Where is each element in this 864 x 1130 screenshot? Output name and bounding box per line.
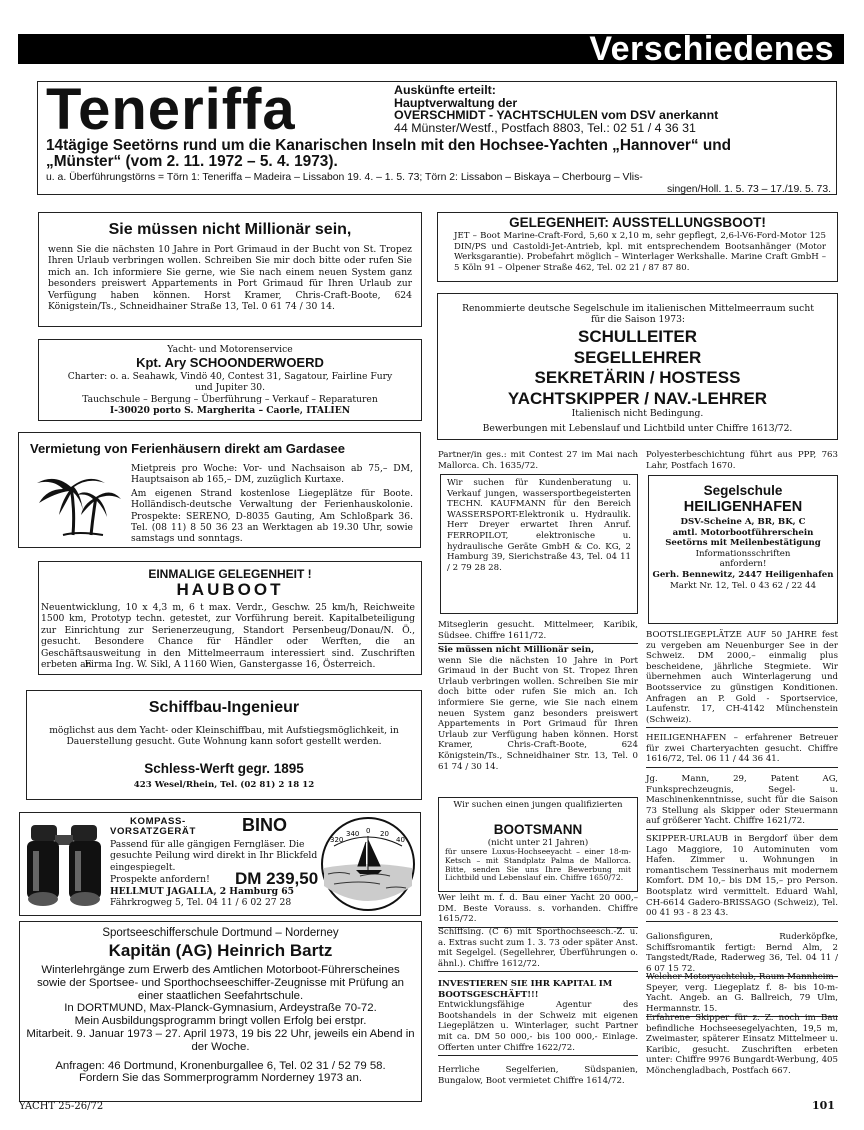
compass-tick: 340 (346, 830, 360, 838)
headline-line: 14tägige Seetörns rund um die Kanarischen Inseln mit den Hochsee-Yachten „Hannover“ und (46, 137, 732, 154)
heiligenhafen-line: Informationsschriften (695, 548, 791, 559)
schiffbau-address: 423 Wesel/Rhein, Tel. (02 81) 2 18 12 (133, 780, 315, 790)
headline-line: „Münster“ (vom 2. 11. 1972 – 5. 4. 1973). (46, 153, 338, 170)
bartz-ad (19, 921, 422, 1102)
ferropilot-body: Wir suchen für Kundenberatung u. Verkauf jungen, wassersportbegeisterten TECHN. KAUFMANN für den Bereich WASSERSPORT-Elektronik u. Hydraulik. Herr Dreyer erwartet Ihren Anruf. FERROPILOT, elektronische u. hydraulische Geräte GmbH & Co. KG, 2 Hamburg 39, Sierichstraße 43, Tel. 04 11 / 2 79 28 28. (447, 478, 631, 573)
segelschule-note: Italienisch nicht Bedingung. (571, 408, 704, 419)
info-line: Auskünfte erteilt: (394, 83, 496, 97)
gardasee-title: Vermietung von Ferienhäusern direkt am Gardasee (30, 441, 346, 456)
bino-price: DM 239,50 (235, 869, 319, 888)
segelschule-italien-ad (437, 293, 838, 440)
schoonderwoerd-line: Tauchschule – Bergung – Überführung – Verkauf – Reparaturen (82, 393, 378, 405)
job-title: YACHTSKIPPER / NAV.-LEHRER (507, 388, 768, 408)
invest-title: INVESTIEREN SIE IHR KAPITAL IM BOOTSGESCHÄFT!!! (438, 979, 613, 1000)
ausstellungsboot-body: JET – Boot Marine-Craft-Ford, 5,60 x 2,10 m, sehr gepflegt, 2,6-l-V6-Ford-Motor 125 DIN/PS und Castoldi-Jet-Antrieb, kpl. mit entsprechendem Bootsanhänger (Motor Werksgarantie). Probefahrt möglich – Winterlager Werkshalle. Marine Craft GmbH – 5 Köln 91 – Olpener Straße 462, Tel. 02 21 / 87 87 80. (454, 231, 826, 273)
info-line: Hauptverwaltung der (394, 95, 518, 110)
bino-pre (110, 817, 196, 837)
bartz-pre: Sportseeschifferschule Dortmund – Norderney (102, 927, 339, 939)
job-title: SEKRETÄRIN / HOSTESS (534, 368, 741, 387)
routes-line: u. a. Überführungstörns = Törn 1: Teneriffa – Madeira – Lissabon 19. 4. – 1. 5. 73; Törn 2: Lissabon – Biskaya – Cherbourg – Vlis- (46, 172, 643, 183)
bartz-line: Fordern Sie das Sommerprogramm Norderney 1973 an. (79, 1072, 362, 1085)
palm-trees-icon (33, 465, 123, 540)
erfahrene-skipper-ad: Erfahrene Skipper für z. Z. noch im Bau befindliche Hochseesegelyachten, 19,5 m, Zweimaster, späterer Einsatz Mittelmeer u. Karibic, gesucht. Zuschriften erbeten unter: Chiffre 9976 Bungardt-Werbung, 405 Mönchengladbach, Postfach 667. (646, 1013, 838, 1076)
bino-firm: HELLMUT JAGALLA, 2 Hamburg 65 (110, 886, 295, 897)
schiffsing-ad: Schiffsing. (C 6) mit Sporthochseesch.-Z. u. a. Extras sucht zum 1. 3. 73 oder später Anst. mit Segelgel. (Segellehrer, Überführungen o. ähnl.). Chiffre 1612/72. (438, 927, 638, 972)
binoculars-icon (25, 821, 103, 909)
millionaer-title: Sie müssen nicht Millionär sein, (108, 221, 352, 238)
heiligenhafen-pre: Segelschule (703, 483, 783, 498)
heiligenhafen-ad (648, 475, 838, 624)
hauboot-pre: EINMALIGE GELEGENHEIT ! (148, 567, 312, 581)
bartz-title: Kapitän (AG) Heinrich Bartz (108, 941, 333, 960)
ferropilot-ad (440, 474, 638, 614)
schoonderwoerd-line: Charter: o. a. Seahawk, Vindö 40, Contest 31, Sagatour, Fairline Fury (67, 371, 393, 382)
polyester-ad: Polyesterbeschichtung führt aus PPP, 763 Lahr, Postfach 1670. (646, 450, 838, 471)
segelschule-jobs (438, 327, 837, 409)
skipper-job-ad: Jg. Mann, 29, Patent AG, Funksprechzeugnis, Segel- u. Maschinenkenntnisse, sucht für die Saison 73 Stellung als Skipper oder Steuermann auf größerer Yacht. Chiffre 1621/72. (646, 774, 838, 830)
teneriffa-ad (37, 77, 837, 195)
heiligenhafen-lines (649, 517, 837, 591)
millionaer-ad (38, 212, 422, 327)
bootsmann-sub: (nicht unter 21 Jahren) (487, 838, 589, 848)
schiffbau-firm: Schless-Werft gegr. 1895 (144, 761, 304, 776)
segelschule-apply: Bewerbungen mit Lebenslauf und Lichtbild unter Chiffre 1613/72. (482, 423, 793, 434)
gardasee-body (131, 463, 413, 545)
heiligenhafen-line: Markt Nr. 12, Tel. 0 43 62 / 22 44 (669, 580, 817, 591)
footer-issue: YACHT 25-26/72 (19, 1101, 104, 1112)
gardasee-para: Mietpreis pro Woche: Vor- und Nachsaison ab 75,– DM, Hauptsaison ab 165,– DM, zuzüglich Kurtaxe. (131, 463, 413, 486)
bartz-line: Mein Ausbildungsprogramm bringt vollen Erfolg bei erstpr. (74, 1015, 367, 1028)
heiligenhafen-line: Gerh. Bennewitz, 2447 Heiligenhafen (652, 569, 834, 580)
bootsmann-title: BOOTSMANN (493, 822, 583, 837)
schiffbau-ad (26, 690, 422, 800)
heiligenhafen-title: HEILIGENHAFEN (683, 499, 803, 515)
hauboot-sign: Firma Ing. W. Sikl, A 1160 Wien, Ganstergasse 16, Österreich. (84, 659, 376, 670)
teneriffa-title: Teneriffa (46, 77, 296, 142)
bino-pre-line: KOMPASS- (130, 816, 186, 827)
skipper-urlaub-ad: SKIPPER-URLAUB in Bergdorf über dem Lago Maggiore, 10 Autominuten vom Hafen. Zimmer u. Wohnungen in romantischem Tessinerhaus mit modernem Komfort. DM 10,– bis DM 15,– pro Person. Bootsplatz wird vermittelt. Eduard Wahl, CH-6614 Gadero-BRISSAGO (Schweiz), Tel. 00 41 93 - 8 23 43. (646, 834, 838, 922)
ausstellungsboot-ad (437, 212, 838, 282)
bino-price-note: Prospekte anfordern! (110, 874, 210, 885)
bino-ad (19, 812, 421, 916)
hauboot-ad (38, 561, 422, 675)
schoonderwoerd-body (43, 371, 417, 417)
teneriffa-routes (46, 172, 831, 195)
yacht-loan-ad: Wer leiht m. f. d. Bau einer Yacht 20 000,– DM. Beste Vorauss. s. vorhanden. Chiffre 1615/72. (438, 893, 638, 928)
compass-tick: 0 (366, 827, 371, 835)
bartz-body (26, 964, 415, 1085)
invest-ad (438, 979, 638, 1056)
heiligenhafen-line: DSV-Scheine A, BR, BK, C (680, 517, 806, 527)
section-banner (18, 30, 844, 68)
section-title: Verschiedenes (589, 30, 834, 68)
compass-view-icon (320, 816, 416, 912)
bartz-line: Mitarbeit. 9. Januar 1973 – 27. April 1973, 19 bis 22 Uhr, jeweils ein Abend in der Woche. (26, 1027, 415, 1053)
schoonderwoerd-title: Kpt. Ary SCHOONDERWOERD (136, 355, 324, 370)
galionsfiguren-ad: Galionsfiguren, Ruderköpfke, Schiffsromantik fertigt: Bernd Alm, 2 Tangstedt/Rade, Raderweg 36, Tel. 04 11 / 6 07 15 72. (646, 932, 838, 977)
bootsmann-pre: Wir suchen einen jungen qualifizierten (453, 800, 623, 810)
info-line: 44 Münster/Westf., Postfach 8803, Tel.: 02 51 / 4 36 31 (394, 120, 696, 135)
motoryachtclub-ad: Welcher Motoryachtclub, Raum Mannheim–Speyer, verg. Liegeplatz f. 8- bis 10-m-Yacht. Angeb. an G. Ballreich, 79 Ulm, Hermannstr. 15. (646, 972, 838, 1017)
compass-tick: 20 (380, 830, 389, 838)
bootsliegeplaetze-ad: BOOTSLIEGEPLÄTZE AUF 50 JAHRE fest zu vergeben am Neuenburger See in der Schweiz. DM 2000,– einmalig plus bescheidene, jährliche Stegmiete. Wir übernehmen auch Winterlagerung und Bootsservice zu günstigen Konditionen. Anfragen an P. Gold - Sportservice, Laufenstr. 17, CH-4142 Münchenstein (Schweiz). (646, 630, 838, 728)
schoonderwoerd-ad (38, 339, 422, 421)
segelferien-ad: Herrliche Segelferien, Südspanien, Bungalow, Boot vermietet Chiffre 1614/72. (438, 1065, 638, 1086)
teneriffa-info (394, 84, 834, 134)
schiffbau-body: möglichst aus dem Yacht- oder Kleinschiffbau, mit Aufstiegsmöglichkeit, in Dauerstellung gesucht. Gute Wohnung kann sofort gestellt werden. (49, 725, 399, 748)
invest-body: Entwicklungsfähige Agentur des Bootshandels in der Schweiz mit eigenen Liegeplätzen u. Winterlager, sucht Partner mit ca. DM 50 000,- bis 100 000,- Einlage. Offerten unter Chiffre 1622/72. (438, 1000, 638, 1053)
schiffbau-title: Schiffbau-Ingenieur (148, 699, 300, 716)
segelschule-intro: Renommierte deutsche Segelschule im italienischen Mittelmeerraum sucht für die Saison 1973: (462, 303, 814, 326)
hauboot-body: Neuentwicklung, 10 x 4,3 m, 6 t max. Verdr., Geschw. 25 km/h, Reichweite 1500 km, Prototyp techn. getestet, zur Vorführung bereit. Kapitalbeteiligung zur Einrichtung zur Serienerzeugung, Standort Persenbeug/Donau/N. Ö., gesucht. Besondere Chance für Händler oder Werften, die an Geschäftsausweitung in den Mittelmeerraum interessiert sind. Zuschriften erbeten an (41, 602, 415, 671)
heiligenhafen-line: amtl. Motorbootführerschein (672, 527, 814, 538)
hauboot-title: HAUBOOT (176, 580, 284, 599)
compass-tick: 320 (330, 836, 344, 844)
partner-ad: Partner/in ges.: mit Contest 27 im Mai nach Mallorca. Ch. 1635/72. (438, 450, 638, 471)
bino-address: Fährkrogweg 5, Tel. 04 11 / 6 02 27 28 (110, 897, 292, 908)
info-line: OVERSCHMIDT - YACHTSCHULEN vom DSV anerkannt (394, 108, 719, 123)
bino-title: BINO (242, 815, 287, 835)
page-number: 101 (812, 1099, 835, 1112)
millionaer-body: wenn Sie die nächsten 10 Jahre in Port Grimaud in der Bucht von St. Tropez Ihren Urlaub verbringen wollen. Schreiben Sie mir doch bitte oder rufen Sie mich an. Ich informiere Sie gerne, wie Sie nach einem neuen System ganz besonders preiswert Appartements in Port Grimaud für Ihren Urlaub zur Verfügung haben können. Horst Kramer, Chris-Craft-Boote, 624 Königstein/Ts., Schneidhainer Straße 13, Tel. 0 61 74 / 30 14. (48, 244, 412, 313)
millionaer-small-ad (438, 645, 638, 772)
gardasee-para: Am eigenen Strand kostenlose Liegeplätze für Boote. Holländisch-deutsche Verwaltung der Ferienhauskolonie. Prospekte: SERENO, D-8035 Gauting, Am Schloßpark 36. Tel. (08 11) 8 50 36 23 an Werktagen ab 19.30 Uhr, sowie samstags und sonntags. (131, 487, 413, 545)
mitseglerin-ad: Mitseglerin gesucht. Mittelmeer, Karibik, Südsee. Chiffre 1611/72. (438, 620, 638, 644)
heiligenhafen-line: anfordern! (719, 559, 767, 570)
heiligenhafen-line: Seetörns mit Meilenbestätigung (665, 538, 821, 549)
job-title: SCHULLEITER (578, 327, 697, 346)
compass-tick: 40 (396, 836, 405, 844)
bartz-line: Anfragen: 46 Dortmund, Kronenburgallee 6, Tel. 02 31 / 52 79 58. (55, 1059, 386, 1072)
millionaer-small-body: wenn Sie die nächsten 10 Jahre in Port Grimaud in der Bucht von St. Tropez Ihren Urlaub verbringen wollen. Schreiben Sie mir doch bitte oder rufen Sie mich an. Ich informiere Sie gerne, wie Sie nach einem neuen System ganz besonders preiswert Appartements in Port Grimaud für Ihren Urlaub zur Verfügung haben können. Horst Kramer, Chris-Craft-Boote, 624 Königstein/Ts., Schneidhainer Str. 13, Tel. 0 61 74 / 30 14. (438, 655, 638, 772)
bootsmann-ad (438, 797, 638, 892)
heiligenhafen-betreuer-ad: HEILIGENHAFEN – erfahrener Betreuer für zwei Charteryachten gesucht. Chiffre 1616/72, Tel. 06 11 / 44 36 41. (646, 733, 838, 768)
bootsmann-body: für unsere Luxus-Hochseeyacht – einer 18-m-Ketsch – mit Standplatz Palma de Mallorca. Bitte, senden Sie uns Ihre Bewerbung mit Lichtbild und Lebenslauf ein. Chiffre 1650/72. (445, 847, 631, 883)
bartz-line: Winterlehrgänge zum Erwerb des Amtlichen Motorboot-Führerscheines sowie der Sportsee- und Sporthochseeschiffer-Zeugnisse mit Prüfung an einer staatlichen Seefahrtschule. (36, 964, 405, 1002)
millionaer-small-title: Sie müssen nicht Millionär sein, (438, 645, 595, 655)
routes-line: singen/Holl. 1. 5. 73 – 17./19. 5. 73. (666, 183, 831, 195)
bartz-line: In DORTMUND, Max-Planck-Gymnasium, Ardeystraße 70-72. (64, 1002, 377, 1015)
schoonderwoerd-line: I-30020 porto S. Margherita – Caorle, ITALIEN (109, 405, 351, 417)
gardasee-ad (18, 432, 421, 548)
teneriffa-headline (46, 138, 836, 170)
bino-body: Passend für alle gängigen Ferngläser. Die gesuchte Peilung wird direkt in Ihr Blickfeld eingespiegelt. (110, 839, 318, 873)
ausstellungsboot-title: GELEGENHEIT: AUSSTELLUNGSBOOT! (509, 215, 766, 230)
job-title: SEGELLEHRER (573, 347, 702, 367)
bino-pre-line: VORSATZGERÄT (110, 826, 196, 838)
schoonderwoerd-line: und Jupiter 30. (194, 382, 266, 394)
schoonderwoerd-pre: Yacht- und Motorenservice (167, 344, 293, 355)
